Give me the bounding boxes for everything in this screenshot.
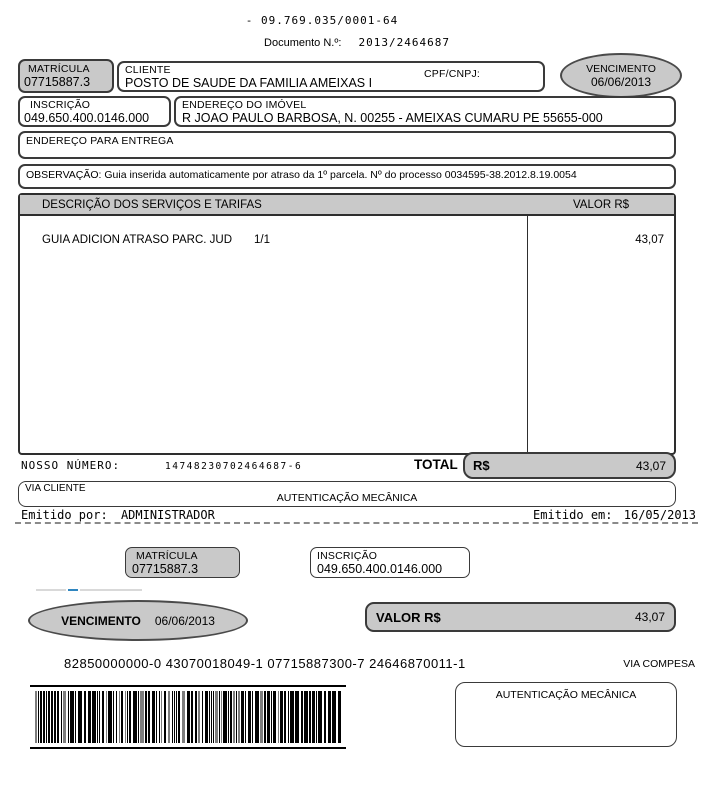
matricula-value: 07715887.3 (24, 75, 91, 89)
inscricao-value: 049.650.400.0146.000 (24, 111, 150, 125)
company-cnpj: - 09.769.035/0001-64 (245, 14, 399, 27)
services-table-header (20, 195, 674, 216)
cut-line (15, 522, 698, 524)
nosso-numero-label: NOSSO NÚMERO: (21, 459, 121, 472)
matricula-label: MATRÍCULA (28, 63, 90, 75)
endereco-entrega-label: ENDEREÇO PARA ENTREGA (26, 135, 174, 147)
emitido-por-value: ADMINISTRADOR (120, 508, 215, 522)
stub-vencimento-value: 06/06/2013 (154, 613, 215, 628)
document-number-value: 2013/2464687 (358, 36, 450, 49)
total-label: TOTAL (414, 457, 458, 472)
inscricao-label: INSCRIÇÃO (30, 99, 91, 111)
cliente-value: POSTO DE SAUDE DA FAMILIA AMEIXAS I (125, 76, 373, 90)
print-artifact (36, 589, 66, 591)
stub-valor-label: VALOR R$ (376, 609, 441, 625)
total-box (463, 452, 676, 479)
barcode (30, 685, 346, 749)
endereco-imovel-value: R JOAO PAULO BARBOSA, N. 00255 - AMEIXAS CUMARU PE 55655-000 (182, 111, 603, 125)
matricula-box (18, 59, 114, 93)
cliente-label: CLIENTE (125, 64, 171, 76)
barcode-bars (35, 691, 342, 743)
vencimento-value: 06/06/2013 (590, 74, 652, 89)
services-header-descricao: DESCRIÇÃO DOS SERVIÇOS E TARIFAS (42, 198, 262, 211)
endereco-imovel-box (174, 96, 676, 127)
document-number-line (0, 36, 714, 49)
stub-inscricao-label: INSCRIÇÃO (317, 550, 378, 562)
table-row (20, 234, 674, 246)
total-value: 43,07 (635, 458, 666, 473)
inscricao-box (18, 96, 171, 127)
emitido-em-line (533, 508, 696, 522)
emitido-em-label: Emitido em: (533, 508, 613, 522)
stub-autenticacao-label: AUTENTICAÇÃO MECÂNICA (495, 689, 637, 701)
stub-matricula-box (125, 547, 240, 578)
document-number-label: Documento N.º: (264, 37, 342, 49)
via-cliente-box (18, 481, 676, 507)
stub-inscricao-box (310, 547, 470, 578)
service-description: GUIA ADICION ATRASO PARC. JUD (42, 234, 232, 246)
nosso-numero-value: 14748230702464687-6 (165, 461, 303, 472)
emitido-por-label: Emitido por: (21, 508, 108, 522)
via-compesa-label: VIA COMPESA (623, 658, 695, 670)
vencimento-label: VENCIMENTO (586, 62, 656, 75)
stub-valor-box (365, 602, 676, 632)
services-column-divider (527, 216, 528, 453)
stub-inscricao-value: 049.650.400.0146.000 (317, 562, 443, 576)
stub-vencimento-label: VENCIMENTO (61, 613, 141, 628)
autenticacao-mecanica-label: AUTENTICAÇÃO MECÂNICA (276, 492, 418, 504)
emitido-por-line (21, 508, 215, 522)
observacao-text: OBSERVAÇÃO: Guia inserida automaticamente por atraso da 1º parcela. Nº do processo 0034595-38.2012.8.19.0054 (26, 169, 577, 181)
total-currency: R$ (473, 458, 490, 473)
services-header-valor: VALOR R$ (572, 198, 630, 211)
barcode-digits: 82850000000-0 43070018049-1 07715887300-7 24646870011-1 (64, 656, 466, 671)
endereco-entrega-box (18, 131, 676, 159)
print-artifact-blue (68, 589, 78, 591)
service-parcela: 1/1 (254, 234, 270, 246)
stub-matricula-value: 07715887.3 (132, 562, 199, 576)
services-table-body (20, 216, 674, 453)
emitido-em-value: 16/05/2013 (623, 508, 696, 522)
vencimento-oval (560, 53, 682, 98)
stub-matricula-label: MATRÍCULA (136, 550, 198, 562)
cpf-cnpj-label: CPF/CNPJ: (424, 68, 481, 80)
service-value-cell: 43,07 (635, 234, 664, 246)
observacao-box (18, 164, 676, 189)
via-cliente-label: VIA CLIENTE (25, 483, 86, 494)
endereco-imovel-label: ENDEREÇO DO IMÓVEL (182, 99, 307, 111)
stub-autenticacao-box (455, 682, 677, 747)
stub-vencimento-oval (28, 600, 248, 641)
services-table (18, 193, 676, 455)
print-artifact (80, 589, 142, 591)
service-description-cell (20, 234, 528, 246)
stub-valor-value: 43,07 (634, 610, 665, 624)
cliente-box (117, 61, 545, 92)
